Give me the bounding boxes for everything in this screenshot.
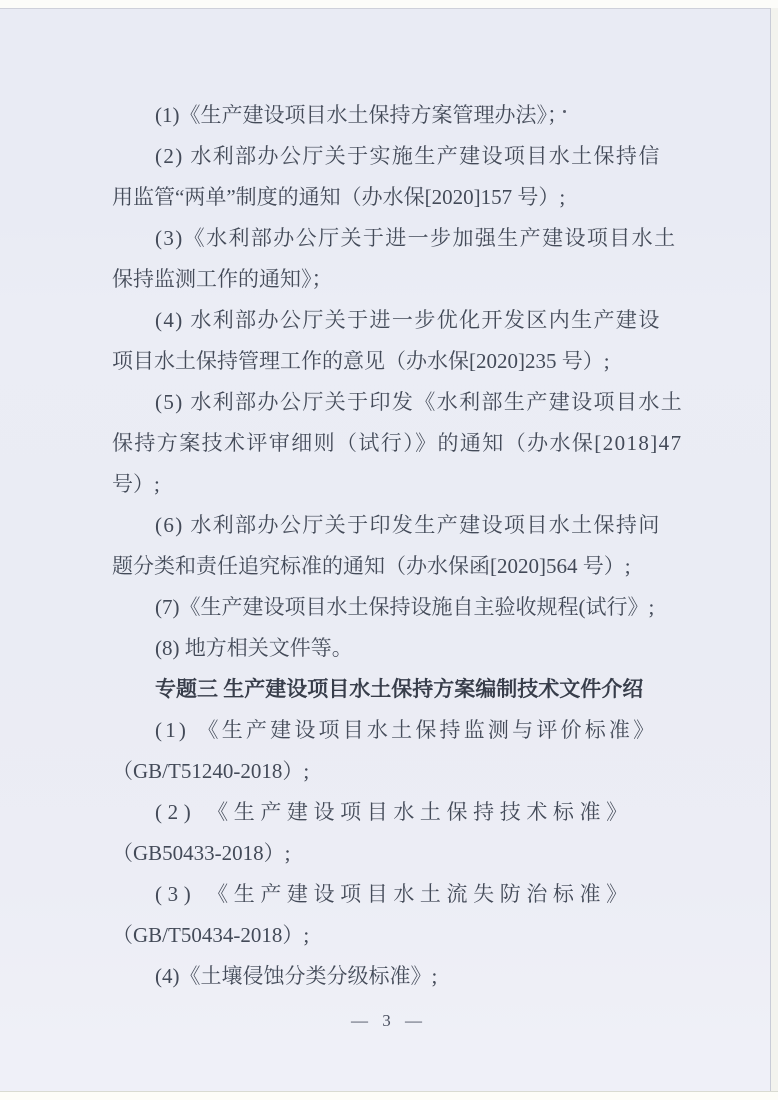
doc-line: （GB50433-2018）; <box>112 841 291 865</box>
doc-line: (3) 《生产建设项目水土流失防治标准》 <box>155 882 633 906</box>
doc-line: (5) 水利部办公厅关于印发《水利部生产建设项目水土 <box>155 390 684 414</box>
page-number: — 3 — <box>351 1011 427 1030</box>
scan-light-band <box>0 1040 770 1092</box>
doc-line: (3)《水利部办公厅关于进一步加强生产建设项目水土 <box>155 226 677 250</box>
doc-line: (7)《生产建设项目水土保持设施自主验收规程(试行》; <box>155 595 655 619</box>
scan-edge-top <box>0 0 778 9</box>
doc-line: (8) 地方相关文件等。 <box>155 636 353 660</box>
doc-line: （GB/T50434-2018）; <box>112 923 310 947</box>
doc-line: (4)《土壤侵蚀分类分级标准》; <box>155 964 438 988</box>
section-heading: 专题三 生产建设项目水土保持方案编制技术文件介绍 <box>155 677 644 701</box>
doc-line: 保持监测工作的通知》； <box>112 267 333 291</box>
scan-edge-right <box>770 8 778 1092</box>
doc-line: (6) 水利部办公厅关于印发生产建设项目水土保持问 <box>155 513 661 537</box>
doc-line: 号）; <box>112 472 160 496</box>
doc-line: 题分类和责任追究标准的通知（办水保函[2020]564 号）; <box>112 554 631 578</box>
doc-line: (2) 水利部办公厅关于实施生产建设项目水土保持信 <box>155 144 661 168</box>
doc-line: （GB/T51240-2018）; <box>112 759 310 783</box>
doc-line: (4) 水利部办公厅关于进一步优化开发区内生产建设 <box>155 308 661 332</box>
doc-line: (2) 《生产建设项目水土保持技术标准》 <box>155 800 633 824</box>
doc-line: (1)《生产建设项目水土保持方案管理办法》； <box>155 103 568 127</box>
doc-line: 用监管“两单”制度的通知（办水保[2020]157 号）; <box>112 185 566 209</box>
doc-line: 项目水土保持管理工作的意见（办水保[2020]235 号）; <box>112 349 610 373</box>
scan-edge-bottom <box>0 1091 778 1100</box>
doc-line: (1) 《生产建设项目水土保持监测与评价标准》 <box>155 718 658 742</box>
doc-line: 保持方案技术评审细则（试行）》的通知（办水保[2018]47 <box>112 431 683 455</box>
document-body <box>112 95 684 997</box>
